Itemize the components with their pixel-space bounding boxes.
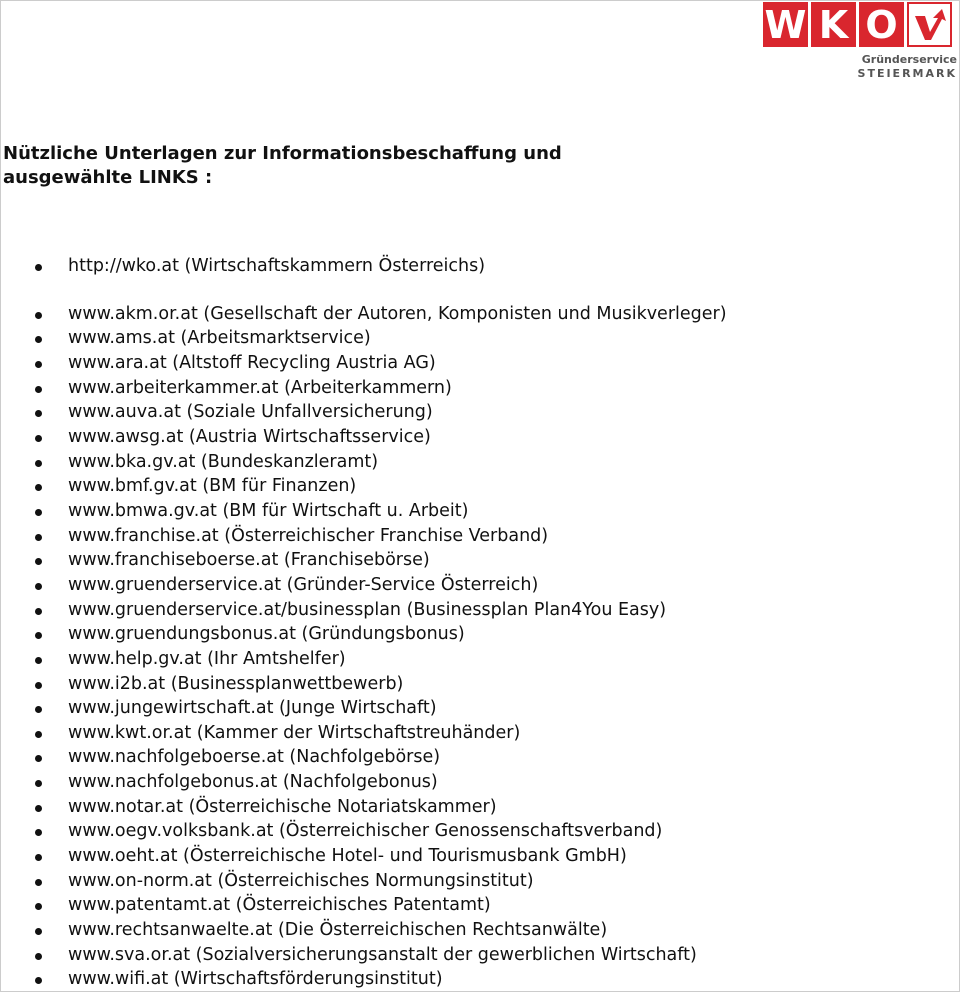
bullet-icon xyxy=(35,780,42,787)
bullet-icon xyxy=(35,484,42,491)
link-item xyxy=(0,425,727,450)
link-text[interactable]: www.bka.gv.at (Bundeskanzleramt) xyxy=(68,451,379,472)
bullet-icon xyxy=(35,706,42,713)
link-text[interactable]: www.on-norm.at (Österreichisches Normungsinstitut) xyxy=(68,870,534,891)
bullet-icon xyxy=(35,264,42,271)
bullet-icon xyxy=(35,731,42,738)
link-text[interactable]: www.oeht.at (Österreichische Hotel- und Tourismusbank GmbH) xyxy=(68,846,627,867)
link-item xyxy=(0,376,727,401)
link-item xyxy=(0,893,727,918)
link-item xyxy=(0,302,727,327)
link-text[interactable]: www.ams.at (Arbeitsmarktservice) xyxy=(68,328,371,349)
link-item xyxy=(0,844,727,869)
link-item xyxy=(0,770,727,795)
link-text[interactable]: www.sva.or.at (Sozialversicherungsanstalt der gewerblichen Wirtschaft) xyxy=(68,944,697,965)
link-item xyxy=(0,745,727,770)
bullet-icon xyxy=(35,682,42,689)
bullet-icon xyxy=(35,386,42,393)
link-item xyxy=(0,672,727,697)
bullet-icon xyxy=(35,854,42,861)
logo-letter-k: K xyxy=(811,2,856,47)
link-item xyxy=(0,918,727,943)
link-item xyxy=(0,254,727,279)
link-item xyxy=(0,573,727,598)
title-line-2: ausgewählte LINKS : xyxy=(3,167,213,188)
link-text[interactable]: www.awsg.at (Austria Wirtschaftsservice) xyxy=(68,426,431,447)
link-text[interactable]: www.kwt.or.at (Kammer der Wirtschaftstreuhänder) xyxy=(68,722,521,743)
link-text[interactable]: www.gruenderservice.at (Gründer-Service Österreich) xyxy=(68,574,539,595)
page-title xyxy=(3,142,562,190)
bullet-icon xyxy=(35,410,42,417)
bullet-icon xyxy=(35,903,42,910)
link-text[interactable]: www.franchiseboerse.at (Franchisebörse) xyxy=(68,550,430,571)
bullet-icon xyxy=(35,460,42,467)
logo-subtitle: Gründerservice xyxy=(861,53,957,66)
bullet-icon xyxy=(35,977,42,984)
bullet-icon xyxy=(35,657,42,664)
link-text[interactable]: www.rechtsanwaelte.at (Die Österreichischen Rechtsanwälte) xyxy=(68,920,608,941)
link-text[interactable]: www.bmf.gv.at (BM für Finanzen) xyxy=(68,476,357,497)
link-item xyxy=(0,598,727,623)
bullet-icon xyxy=(35,583,42,590)
link-item xyxy=(0,647,727,672)
link-item xyxy=(0,474,727,499)
link-item xyxy=(0,869,727,894)
link-item xyxy=(0,326,727,351)
link-item xyxy=(0,795,727,820)
bullet-icon xyxy=(35,312,42,319)
bullet-icon xyxy=(35,435,42,442)
logo-letter-w: W xyxy=(764,2,807,47)
link-item xyxy=(0,351,727,376)
link-text[interactable]: www.i2b.at (Businessplanwettbewerb) xyxy=(68,673,404,694)
link-text[interactable]: www.nachfolgeboerse.at (Nachfolgebörse) xyxy=(68,747,441,768)
bullet-icon xyxy=(35,755,42,762)
link-item xyxy=(0,524,727,549)
bullet-icon xyxy=(35,632,42,639)
bullet-icon xyxy=(35,879,42,886)
logo-region: STEIERMARK xyxy=(857,67,957,80)
link-item xyxy=(0,696,727,721)
bullet-icon xyxy=(35,336,42,343)
bullet-icon xyxy=(35,829,42,836)
link-text[interactable]: www.help.gv.at (Ihr Amtshelfer) xyxy=(68,648,346,669)
link-item xyxy=(0,400,727,425)
link-item xyxy=(0,943,727,968)
bullet-icon xyxy=(35,509,42,516)
link-text[interactable]: www.nachfolgebonus.at (Nachfolgebonus) xyxy=(68,772,438,793)
link-text[interactable]: http://wko.at (Wirtschaftskammern Österreichs) xyxy=(68,256,486,276)
link-text[interactable]: www.franchise.at (Österreichischer Franchise Verband) xyxy=(68,525,549,546)
bullet-icon xyxy=(35,928,42,935)
check-arrow-icon xyxy=(907,2,952,47)
link-text[interactable]: www.gruendungsbonus.at (Gründungsbonus) xyxy=(68,624,465,645)
link-item xyxy=(0,622,727,647)
link-item xyxy=(0,450,727,475)
link-item xyxy=(0,967,727,992)
link-text[interactable]: www.jungewirtschaft.at (Junge Wirtschaft) xyxy=(68,698,437,719)
link-text[interactable]: www.notar.at (Österreichische Notariatskammer) xyxy=(68,796,497,817)
links-list xyxy=(0,254,727,992)
link-text[interactable]: www.arbeiterkammer.at (Arbeiterkammern) xyxy=(68,377,452,398)
logo-letter-o: O xyxy=(859,2,904,47)
link-text[interactable]: www.oegv.volksbank.at (Österreichischer Genossenschaftsverband) xyxy=(68,821,663,842)
link-text[interactable]: www.akm.or.at (Gesellschaft der Autoren, Komponisten und Musikverleger) xyxy=(68,303,727,324)
title-line-1: Nützliche Unterlagen zur Informationsbeschaffung und xyxy=(3,143,562,164)
bullet-icon xyxy=(35,558,42,565)
link-text[interactable]: www.bmwa.gv.at (BM für Wirtschaft u. Arbeit) xyxy=(68,500,469,521)
bullet-icon xyxy=(35,361,42,368)
bullet-icon xyxy=(35,953,42,960)
link-text[interactable]: www.auva.at (Soziale Unfallversicherung) xyxy=(68,402,433,423)
link-item xyxy=(0,819,727,844)
link-text[interactable]: www.gruenderservice.at/businessplan (Businessplan Plan4You Easy) xyxy=(68,599,667,620)
bullet-icon xyxy=(35,805,42,812)
link-text[interactable]: www.patentamt.at (Österreichisches Patentamt) xyxy=(68,895,491,916)
bullet-icon xyxy=(35,608,42,615)
wko-logo xyxy=(763,2,959,80)
link-text[interactable]: www.ara.at (Altstoff Recycling Austria AG) xyxy=(68,352,436,373)
link-item xyxy=(0,548,727,573)
bullet-icon xyxy=(35,534,42,541)
link-text[interactable]: www.wifi.at (Wirtschaftsförderungsinstitut) xyxy=(68,969,443,990)
link-item xyxy=(0,499,727,524)
link-item xyxy=(0,721,727,746)
